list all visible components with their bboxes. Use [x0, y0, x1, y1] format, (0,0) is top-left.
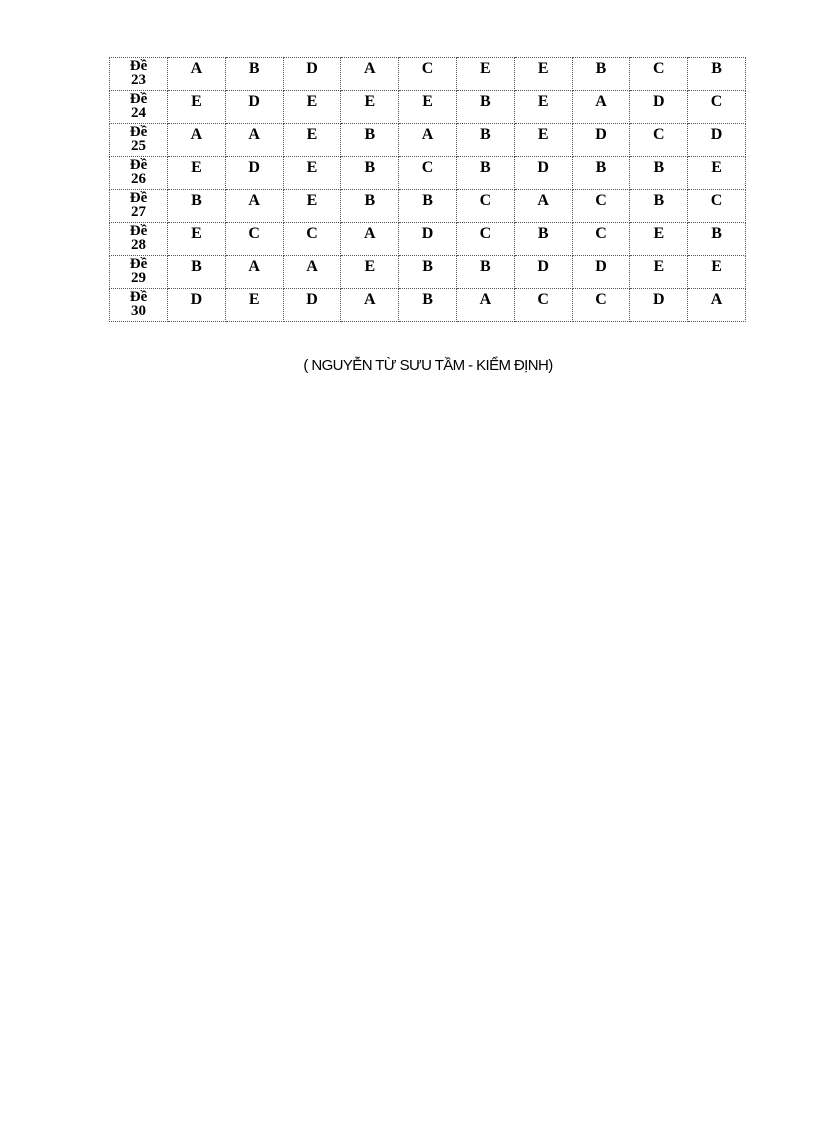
answer-cell: D — [572, 124, 630, 157]
answer-cell: B — [456, 124, 514, 157]
answer-row — [110, 256, 746, 289]
answer-cell: B — [630, 190, 688, 223]
answer-cell: C — [572, 190, 630, 223]
answer-cell: B — [225, 58, 283, 91]
answer-cell: D — [399, 223, 457, 256]
answer-row — [110, 157, 746, 190]
answer-cell: D — [630, 289, 688, 322]
answer-cell: B — [688, 58, 746, 91]
answer-cell: C — [688, 91, 746, 124]
answer-cell: E — [514, 91, 572, 124]
answer-cell: B — [514, 223, 572, 256]
answer-cell: C — [399, 157, 457, 190]
answer-row — [110, 58, 746, 91]
answer-cell: A — [168, 58, 226, 91]
answer-cell: A — [514, 190, 572, 223]
answer-cell: E — [688, 256, 746, 289]
answer-cell: B — [572, 157, 630, 190]
answer-cell: A — [225, 190, 283, 223]
answer-cell: B — [168, 190, 226, 223]
answer-cell: C — [630, 58, 688, 91]
answer-cell: C — [630, 124, 688, 157]
exam-label-word: Đề — [129, 157, 148, 173]
answer-cell: B — [341, 124, 399, 157]
answer-cell: B — [456, 91, 514, 124]
answer-cell: C — [399, 58, 457, 91]
exam-label-number: 29 — [131, 270, 146, 286]
answer-cell: E — [341, 256, 399, 289]
answer-cell: B — [456, 157, 514, 190]
exam-code-cell — [110, 124, 168, 157]
answer-cell: D — [168, 289, 226, 322]
exam-code-cell — [110, 91, 168, 124]
exam-code-cell — [110, 223, 168, 256]
answer-cell: E — [630, 256, 688, 289]
exam-label-word: Đề — [129, 91, 148, 107]
answer-cell: A — [341, 223, 399, 256]
exam-code-cell — [110, 58, 168, 91]
answer-cell: C — [456, 190, 514, 223]
answer-cell: A — [168, 124, 226, 157]
answer-row — [110, 190, 746, 223]
answer-cell: E — [168, 223, 226, 256]
source-credit: ( NGUYỄN TỪ SƯU TẦM - KIỂM ĐỊNH) — [303, 357, 553, 374]
answer-cell: E — [688, 157, 746, 190]
answer-cell: B — [688, 223, 746, 256]
answer-row — [110, 289, 746, 322]
answer-cell: D — [225, 91, 283, 124]
answer-cell: E — [283, 157, 341, 190]
answer-cell: C — [688, 190, 746, 223]
exam-code-cell — [110, 289, 168, 322]
answer-cell: A — [688, 289, 746, 322]
answer-cell: E — [399, 91, 457, 124]
exam-label-word: Đề — [129, 124, 148, 140]
answer-cell: A — [225, 124, 283, 157]
exam-label-number: 27 — [131, 204, 146, 220]
answer-cell: E — [283, 124, 341, 157]
answer-cell: B — [168, 256, 226, 289]
answer-cell: E — [341, 91, 399, 124]
answer-cell: E — [168, 91, 226, 124]
answer-row — [110, 91, 746, 124]
answer-cell: C — [572, 289, 630, 322]
answer-cell: B — [399, 256, 457, 289]
answer-cell: A — [572, 91, 630, 124]
answer-cell: E — [514, 58, 572, 91]
answer-cell: B — [341, 157, 399, 190]
answer-cell: B — [630, 157, 688, 190]
answer-cell: B — [456, 256, 514, 289]
answer-cell: C — [283, 223, 341, 256]
answer-cell: E — [168, 157, 226, 190]
answer-cell: E — [225, 289, 283, 322]
answer-cell: D — [514, 256, 572, 289]
answer-cell: A — [341, 289, 399, 322]
answer-cell: A — [399, 124, 457, 157]
answer-cell: D — [630, 91, 688, 124]
answer-cell: A — [341, 58, 399, 91]
answer-cell: E — [283, 190, 341, 223]
answer-cell: D — [572, 256, 630, 289]
answer-cell: C — [572, 223, 630, 256]
exam-label-number: 26 — [131, 171, 146, 187]
exam-label-word: Đề — [129, 289, 148, 305]
answer-cell: D — [688, 124, 746, 157]
answer-row — [110, 124, 746, 157]
answer-cell: E — [630, 223, 688, 256]
answer-cell: D — [225, 157, 283, 190]
exam-label-word: Đề — [129, 256, 148, 272]
answer-cell: B — [572, 58, 630, 91]
answer-cell: B — [341, 190, 399, 223]
answer-cell: D — [283, 58, 341, 91]
exam-label-number: 23 — [131, 72, 146, 88]
exam-code-cell — [110, 256, 168, 289]
answer-key-body — [110, 58, 746, 322]
exam-code-cell — [110, 190, 168, 223]
answer-cell: A — [283, 256, 341, 289]
answer-cell: B — [399, 190, 457, 223]
answer-cell: B — [399, 289, 457, 322]
answer-cell: A — [225, 256, 283, 289]
answer-row — [110, 223, 746, 256]
exam-label-word: Đề — [129, 190, 148, 206]
exam-code-cell — [110, 157, 168, 190]
answer-cell: E — [456, 58, 514, 91]
answer-cell: D — [283, 289, 341, 322]
answer-cell: C — [456, 223, 514, 256]
answer-cell: A — [456, 289, 514, 322]
exam-label-word: Đề — [129, 58, 148, 74]
answer-key-table — [109, 57, 746, 322]
exam-label-number: 25 — [131, 138, 146, 154]
answer-cell: E — [514, 124, 572, 157]
exam-label-number: 24 — [131, 105, 146, 121]
answer-cell: C — [225, 223, 283, 256]
answer-cell: E — [283, 91, 341, 124]
exam-label-word: Đề — [129, 223, 148, 239]
answer-cell: D — [514, 157, 572, 190]
exam-label-number: 30 — [131, 303, 146, 319]
exam-label-number: 28 — [131, 237, 146, 253]
answer-cell: C — [514, 289, 572, 322]
